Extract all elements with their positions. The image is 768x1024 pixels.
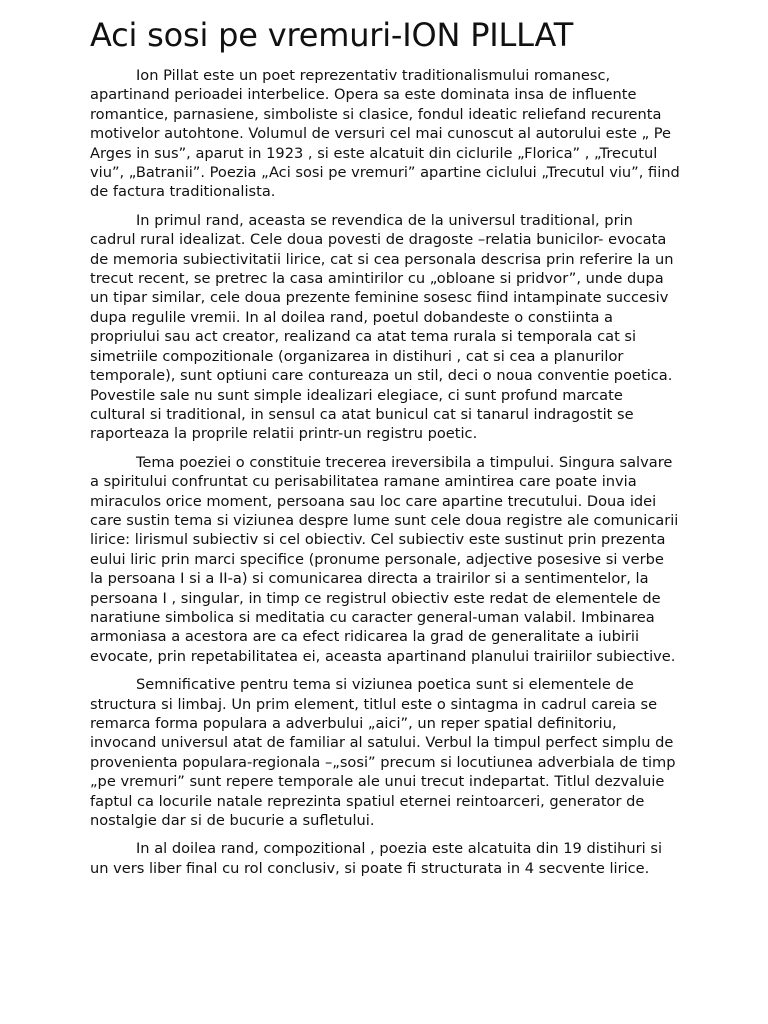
paragraph-2: In primul rand, aceasta se revendica de la universul traditional, prin cadrul rural idealizat. Cele doua povesti de dragoste –relatia bunicilor- evocata de memoria subiectivitatii lirice, cat si cea personala descrisa prin referire la un trecut recent, se pretrec la casa amintirilor cu „obloane si pridvor”, unde dupa un tipar similar, cele doua prezente feminine sosesc fiind intampinate succesiv dupa regulile vremii. In al doilea rand, poetul dobandeste o constiinta a propriului sau act creator, realizand ca atat tema rurala si temporala cat si simetriile compozitionale (organizarea in distihuri , cat si cea a planurilor temporale), sunt optiuni care contureaza un stil, deci o noua conventie poetica. Povestile sale nu sunt simple idealizari elegiace, ci sunt profund marcate cultural si traditional, in sensul ca atat bunicul cat si tanarul indragostit se raporteaza la proprile relatii printr-un registru poetic. <box>90 211 674 443</box>
paragraph-4: Semnificative pentru tema si viziunea poetica sunt si elementele de structura si limbaj. Un prim element, titlul este o sintagma in cadrul careia se remarca forma populara a adverbului „aici”, un reper spatial definitoriu, invocand universul atat de familiar al satului. Verbul la timpul perfect simplu de provenienta populara-regionala –„sosi” precum si locutiunea adverbiala de timp „pe vremuri” sunt repere temporale ale unui trecut indepartat. Titlul dezvaluie faptul ca locurile natale reprezinta spatiul eternei reintoarceri, generator de nostalgie dar si de bucurie a sufletului. <box>90 676 676 830</box>
paragraph-3: Tema poeziei o constituie trecerea ireversibila a timpului. Singura salvare a spiritului confruntat cu perisabilitatea ramane amintirea care poate invia miraculos orice moment, persoana sau loc care apartine trecutului. Doua idei care sustin tema si viziunea despre lume sunt cele doua registre ale comunicarii lirice: lirismul subiectiv si cel obiectiv. Cel subiectiv este sustinut prin prezenta eului liric prin marci specifice (pronume personale, adjective posesive si verbe la persoana I si a II-a) si comunicarea directa a trairilor si a sentimentelor, la persoana I , singular, in timp ce registrul obiectiv este redat de elementele de naratiune simbolica si meditatia cu caracter general-uman valabil. Imbinarea armoniasa a acestora are ca efect ridicarea la grad de generalitate a iubirii evocate, prin repetabilitatea ei, aceasta apartinand planului trairiilor subiective. <box>90 453 679 665</box>
paragraph-1: Ion Pillat este un poet reprezentativ traditionalismului romanesc, apartinand perioadei interbelice. Opera sa este dominata insa de influente romantice, parnasiene, simboliste si clasice, fondul ideatic reliefand recurenta motivelor autohtone. Volumul de versuri cel mai cunoscut al autorului este „ Pe Arges in sus”, aparut in 1923 , si este alcatuit din ciclurile „Florica” , „Trecutul viu”, „Batranii”. Poezia „Aci sosi pe vremuri” apartine ciclului „Trecutul viu”, fiind de factura traditionalista. <box>90 67 680 201</box>
paragraph-5: In al doilea rand, compozitional , poezia este alcatuita din 19 distihuri si un vers liber final cu rol conclusiv, si poate fi structurata in 4 secvente lirice. <box>90 840 663 877</box>
document-title: Aci sosi pe vremuri-ION PILLAT <box>90 16 574 54</box>
document-page <box>90 14 680 887</box>
